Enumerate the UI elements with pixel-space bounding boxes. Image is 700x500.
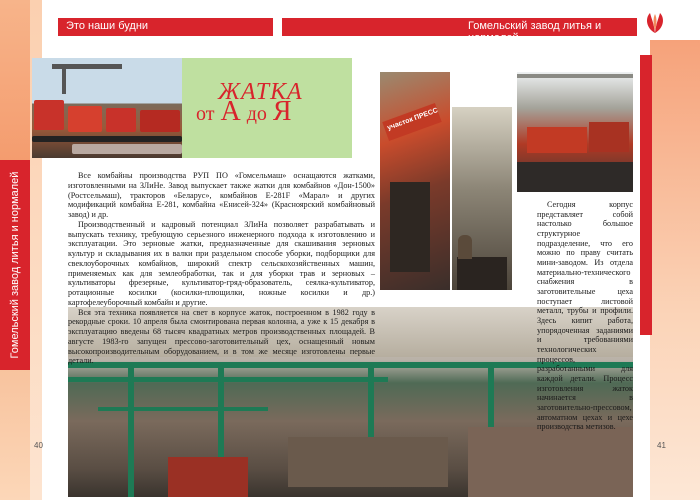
article-title-line2 xyxy=(196,96,292,128)
section-label: Это наши будни xyxy=(66,20,149,32)
workshop-photo-worker xyxy=(452,107,512,290)
company-header-bar xyxy=(282,18,637,44)
title-letter-a: А xyxy=(220,96,241,127)
workshop-photo-press-area xyxy=(380,72,450,290)
article-paragraph-2: Производственный и кадровый потенциал ЗЛиНа позволяет разрабатывать и выпускать технику, требующую серьезного инженерного подхода к изготовлению и эксплуатации. Это зерновые жатки, предназначенные для скашивания зерновых культур и складывания их в валки при раздельном способе уборки, подборщики для свеклоуборочных комбайнов, широкий спектр сельскохозяйственных машин, применяемых как для землеобработки, так и для уборки трав и зерновых – культиваторы фрезерные, культиватор-гряд-образователь, сеялка-культиватор, ротационные косилки (косилки-плющилки, ножные косилки и др.) картофелеуборочный комбайн и другие. xyxy=(68,219,375,307)
article-side-column xyxy=(537,200,633,432)
company-logo xyxy=(640,8,670,38)
section-header-bar xyxy=(58,18,273,36)
press-area-sign: участок ПРЕСС xyxy=(386,107,439,132)
company-name: Гомельский завод литья и нормалей xyxy=(468,20,602,44)
vertical-company-label xyxy=(0,160,30,370)
article-paragraph-1: Все комбайны производства РУП ПО «Гомсельмаш» оснащаются жатками, изготовленными на ЗЛиНе. Завод выпускает также жатки для комбайнов «Дон-1500» (Ростсельмаш), тракторов «Беларус», комбайнов Е-281F «Марал» и других модификаций комбайна Е-281, комбайна «Енисей-324» (Красноярский комбайновый завод) и др. xyxy=(68,171,375,219)
right-red-bar xyxy=(640,55,652,335)
page-number-left: 40 xyxy=(34,441,43,450)
vertical-company-label-text: Гомельский завод литья и нормалей xyxy=(9,171,21,359)
article-title-line1: ЖАТКА xyxy=(218,79,303,105)
title-letter-ya: Я xyxy=(272,96,292,127)
harvester-photo xyxy=(32,58,182,158)
article-paragraph-3: Вся эта техника появляется на свет в корпусе жаток, построенном в 1982 году в рекордные сроки. 10 апреля была смонтирована первая колонна, а уже к 15 декабря в эксплуатацию введены 68 тысяч квадратных метров производственных площадей. В августе 1983-го запущен прессово-заготовительный цех, оснащенный новым высокопроизводительным оборудованием, и в том же месяце изготовлены первые детали. xyxy=(68,307,375,366)
title-word-ot: от xyxy=(196,103,215,125)
article-body xyxy=(68,171,375,366)
side-paragraph: Сегодня корпус представляет собой настолько большое структурное подразделение, что его можно по праву считать мини-заводом. Из отдела материально-технического снабжения в заготовительные цеха поступает листовой металл, трубы и профили. Здесь кипит работа, упорядоченная заданиями и требованиями технологических процессов, разработанными для каждой детали. Процесс изготовления жаток начинается в заготовительно-прессовом, автоматном цехах и цехе производства метизов. xyxy=(537,200,633,432)
page-number-right: 41 xyxy=(657,441,666,450)
right-decor-strip xyxy=(650,40,700,500)
workshop-photo-machines xyxy=(517,72,633,192)
title-word-do: до xyxy=(246,103,267,125)
